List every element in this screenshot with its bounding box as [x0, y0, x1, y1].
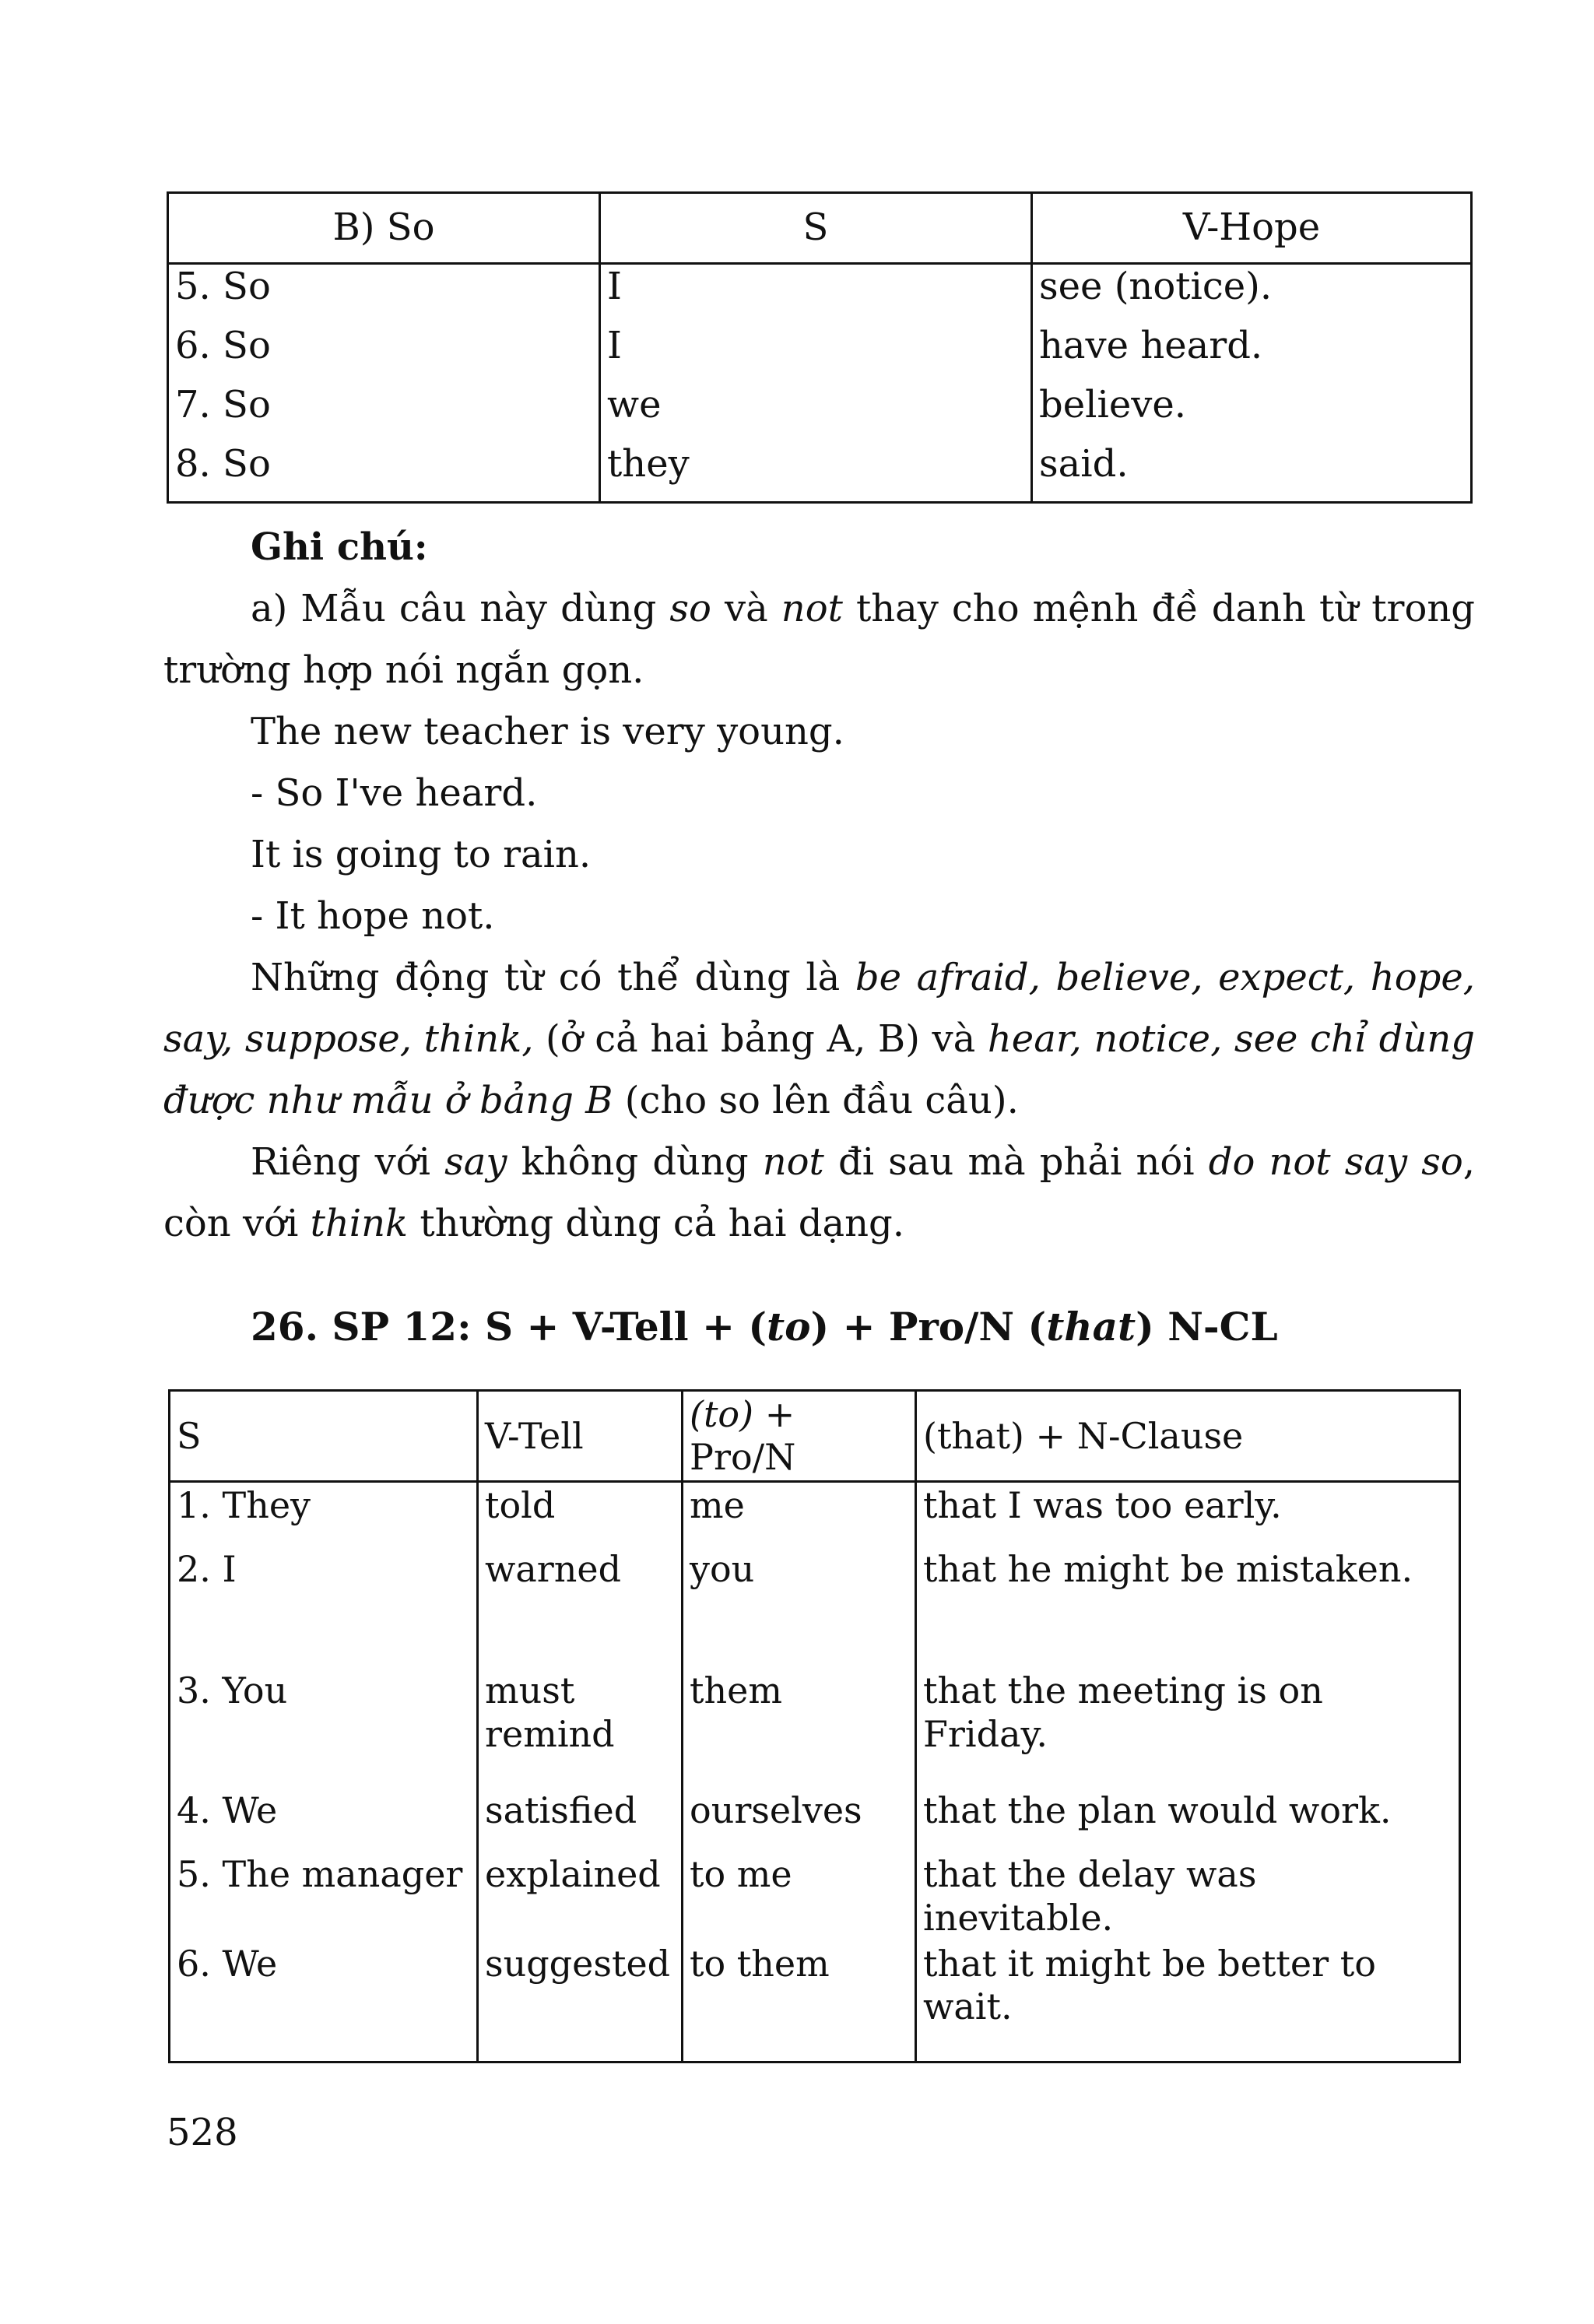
verbs-paragraph	[163, 947, 1475, 1132]
table-cell: that I was too early.	[916, 1482, 1460, 1547]
table-cell: you	[683, 1546, 916, 1610]
table-header-row	[170, 1391, 1460, 1482]
text-run: ) + Pro/N (	[810, 1304, 1047, 1350]
table-cell: that he might be mistaken.	[916, 1546, 1460, 1610]
table-cell: explained	[478, 1852, 683, 1940]
table-row	[168, 383, 1472, 442]
table-cell: 8. So	[175, 442, 271, 486]
note-a-paragraph	[163, 578, 1475, 701]
table-cell: we	[600, 383, 1032, 442]
table-header-row	[168, 193, 1472, 264]
header-cell: V-Tell	[478, 1391, 683, 1482]
italic-term: think	[310, 1202, 409, 1245]
table-row	[168, 442, 1472, 503]
italic-term: hear, notice, see chỉ dùng được như mẫu ở bảng B	[163, 1017, 1475, 1122]
table-row	[170, 1941, 1460, 2062]
table-cell: to them	[683, 1941, 916, 2062]
table-cell: 6. So	[175, 324, 271, 367]
table-cell: must remind	[478, 1668, 683, 1788]
italic-term: to	[767, 1304, 811, 1350]
notes-section	[163, 517, 1475, 1255]
pattern-table-b	[167, 191, 1473, 504]
table-cell: 2. I	[177, 1548, 237, 1591]
table-cell: 3. You	[177, 1669, 288, 1712]
table-cell: 5. So	[175, 265, 271, 308]
header-cell: S	[170, 1391, 478, 1482]
table-cell: 5. The manager	[177, 1853, 463, 1896]
example-line: It is going to rain.	[251, 833, 592, 876]
italic-term: say	[444, 1140, 507, 1184]
italic-term: not	[781, 587, 843, 630]
text-run: (ở cả hai bảng A, B) và	[533, 1017, 988, 1061]
pattern-table-sp12	[168, 1389, 1461, 2063]
table-cell: satisfied	[478, 1788, 683, 1852]
table-cell: that it might be better to wait.	[916, 1941, 1460, 2062]
section-title	[251, 1304, 1278, 1350]
text-run: và	[711, 587, 781, 630]
table-cell: them	[683, 1668, 916, 1788]
table-cell: have heard.	[1032, 324, 1472, 383]
text-run: không dùng	[507, 1140, 763, 1184]
table-cell: they	[600, 442, 1032, 503]
header-cell: B) So	[168, 193, 600, 264]
table-cell: warned	[478, 1546, 683, 1610]
table-cell: me	[683, 1482, 916, 1547]
table-cell: see (notice).	[1032, 264, 1472, 325]
table-row	[170, 1852, 1460, 1940]
table-cell: ourselves	[683, 1788, 916, 1852]
table-row	[170, 1482, 1460, 1547]
table-cell: 7. So	[175, 383, 271, 427]
italic-term: do not say so	[1208, 1140, 1463, 1184]
text-run: a) Mẫu câu này dùng	[251, 587, 670, 630]
notes-heading: Ghi chú:	[251, 525, 428, 569]
text-run: thay cho mệnh đề danh từ trong trường hợp nói ngắn gọn.	[163, 587, 1476, 692]
text-run: Những động từ có thể dùng là	[251, 956, 855, 999]
example-line: - It hope not.	[251, 894, 495, 938]
text-run: + Pro/N	[690, 1393, 796, 1479]
table-cell: I	[600, 264, 1032, 325]
italic-term: so	[669, 587, 711, 630]
table-cell: believe.	[1032, 383, 1472, 442]
table-cell: that the meeting is on Friday.	[916, 1668, 1460, 1788]
header-cell: V-Hope	[1032, 193, 1472, 264]
text-run: Riêng với	[251, 1140, 445, 1184]
table-row	[170, 1668, 1460, 1788]
text-run: đi sau mà phải nói	[823, 1140, 1209, 1184]
italic-term: that	[1046, 1304, 1136, 1350]
table-row	[170, 1788, 1460, 1852]
table-cell: 1. They	[177, 1484, 311, 1527]
text-run: (cho so lên đầu câu).	[613, 1079, 1019, 1122]
table-cell	[916, 1610, 1460, 1668]
table-cell	[683, 1610, 916, 1668]
text-run: 26. SP 12: S + V-Tell + (	[251, 1304, 767, 1350]
table-row	[170, 1546, 1460, 1610]
table-cell: 4. We	[177, 1789, 278, 1832]
text-run: , còn với	[163, 1140, 1476, 1245]
table-cell: that the delay was inevitable.	[916, 1852, 1460, 1940]
example-line: - So I've heard.	[251, 771, 538, 815]
table-cell: said.	[1032, 442, 1472, 503]
table-cell: 6. We	[177, 1942, 278, 1985]
italic-term: (to)	[690, 1393, 754, 1435]
say-paragraph	[163, 1132, 1475, 1255]
text-run: thường dùng cả hai dạng.	[408, 1202, 904, 1245]
page-number: 528	[167, 2111, 238, 2154]
table-cell: suggested	[478, 1941, 683, 2062]
italic-term: not	[762, 1140, 824, 1184]
table-cell: told	[478, 1482, 683, 1547]
header-cell: (that) + N-Clause	[916, 1391, 1460, 1482]
header-cell	[683, 1391, 916, 1482]
italic-term: be afraid, believe, expect, hope, say, suppose, think,	[163, 956, 1475, 1061]
example-line: The new teacher is very young.	[251, 710, 844, 753]
header-cell: S	[600, 193, 1032, 264]
table-row	[168, 324, 1472, 383]
table-cell: that the plan would work.	[916, 1788, 1460, 1852]
text-run: ) N-CL	[1136, 1304, 1278, 1350]
table-cell	[170, 1610, 478, 1668]
table-row	[168, 264, 1472, 325]
table-spacer-row	[170, 1610, 1460, 1668]
table-cell: to me	[683, 1852, 916, 1940]
table-cell: I	[600, 324, 1032, 383]
table-cell	[478, 1610, 683, 1668]
